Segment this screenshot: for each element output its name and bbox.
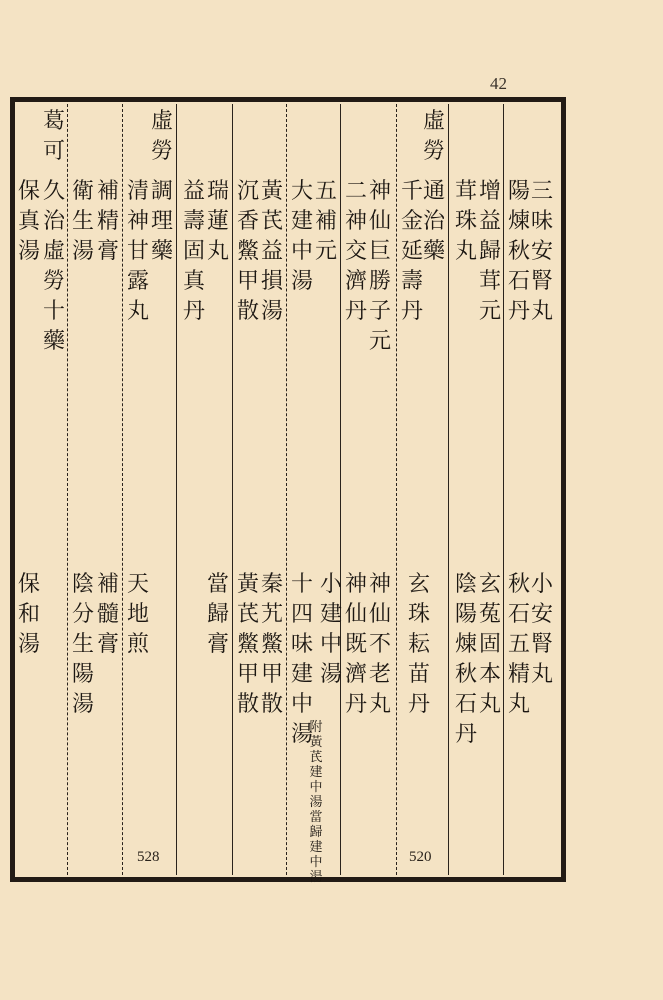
entry-upper-8: 神 仙 巨 勝 子 元 xyxy=(368,179,391,354)
footer-number-left: 528 xyxy=(137,849,160,865)
entry-lower-2: 秋 石 五 精 丸 xyxy=(507,572,530,717)
entry-upper-1: 三 味 安 腎 丸 xyxy=(530,179,553,324)
entry-upper-20: 衛 生 湯 xyxy=(71,179,94,264)
section-heading-2: 虛 勞 xyxy=(150,109,173,164)
entry-upper-22: 久 治 虛 勞 十 藥 xyxy=(42,179,65,354)
entry-lower-13: 黃 芪 鱉 甲 散 xyxy=(236,572,259,717)
entry-upper-10: 五 補 元 xyxy=(314,179,337,264)
entry-upper-14: 瑞 蓮 丸 xyxy=(206,179,229,264)
footer-number-right: 520 xyxy=(409,849,432,865)
entry-upper-12: 黃 芪 益 損 湯 xyxy=(260,179,283,324)
entry-upper-18: 清 神 甘 露 丸 xyxy=(126,179,149,324)
entry-upper-7: 千 金 延 壽 丹 xyxy=(400,179,423,324)
entry-upper-11: 大 建 中 湯 xyxy=(290,179,313,294)
entry-lower-3: 玄 菟 固 本 丸 xyxy=(478,572,501,717)
entry-lower-23: 保 和 湯 xyxy=(17,572,40,657)
entry-upper-3: 增 益 歸 茸 元 xyxy=(478,179,501,324)
entry-upper-17: 調 理 藥 xyxy=(150,179,173,264)
entry-lower-9: 神 仙 既 濟 丹 xyxy=(344,572,367,717)
section-heading-3: 葛 可 xyxy=(42,109,65,164)
entry-lower-18: 天 地 煎 xyxy=(126,572,149,657)
entry-upper-4: 茸 珠 丸 xyxy=(454,179,477,264)
entry-lower-11: 十 四 味 建 中 湯 xyxy=(290,572,313,747)
entry-upper-9: 二 神 交 濟 丹 xyxy=(344,179,367,324)
page-number: 42 xyxy=(490,74,507,93)
entry-lower-10-annotation: 附 黃 芪 建 中 湯 當 歸 建 中 湯 xyxy=(309,720,323,885)
entry-lower-10: 小 建 中 湯 xyxy=(319,572,342,687)
entry-lower-19: 補 髓 膏 xyxy=(96,572,119,657)
entry-lower-6: 玄 珠 耘 苗 丹 xyxy=(407,572,430,717)
entry-upper-19: 補 精 膏 xyxy=(96,179,119,264)
entry-upper-23: 保 真 湯 xyxy=(17,179,40,264)
entry-upper-6: 通 治 藥 xyxy=(422,179,445,264)
entry-lower-14: 當 歸 膏 xyxy=(206,572,229,657)
entry-upper-13: 沉 香 鱉 甲 散 xyxy=(236,179,259,324)
entry-lower-8: 神 仙 不 老 丸 xyxy=(368,572,391,717)
entry-lower-1: 小 安 腎 丸 xyxy=(530,572,553,687)
entry-lower-4: 陰 陽 煉 秋 石 丹 xyxy=(454,572,477,747)
entry-lower-12: 秦 艽 鱉 甲 散 xyxy=(260,572,283,717)
entry-upper-15: 益 壽 固 真 丹 xyxy=(182,179,205,324)
entry-lower-20: 陰 分 生 陽 湯 xyxy=(71,572,94,717)
entry-upper-2: 陽 煉 秋 石 丹 xyxy=(507,179,530,324)
section-heading-1: 虛 勞 xyxy=(422,109,445,164)
